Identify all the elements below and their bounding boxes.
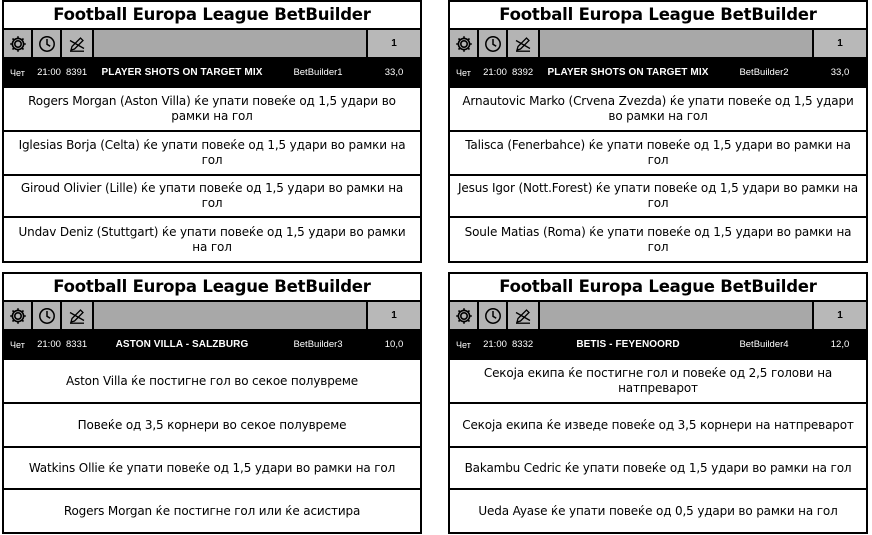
selection-item[interactable]: Soule Matias (Roma) ќе упати повеќе од 1,5 удари во рамки на гол [464,224,852,254]
event-code: 8391 [66,67,88,78]
toolbar-spacer [540,30,814,57]
clock-icon[interactable] [33,302,62,329]
event-time: 21:00 [37,339,61,350]
icon-toolbar [450,30,866,59]
gear-icon[interactable] [4,30,33,57]
event-odds[interactable]: 12,0 [830,339,850,350]
event-code: 8392 [512,67,534,78]
toolbar-spacer [94,30,368,57]
event-day: Чет [456,339,471,350]
selection-item[interactable]: Iglesias Borja (Celta) ќе упати повеќе од 1,5 удари во рамки на гол [4,132,420,176]
event-time: 21:00 [37,67,61,78]
pen-icon[interactable] [508,30,540,57]
event-code: 8332 [512,339,534,350]
betbuilder-label: BetBuilder3 [293,339,343,350]
selection-item[interactable]: Ueda Ayase ќе упати повеќе од 0,5 удари во рамки на гол [478,503,838,518]
event-header[interactable] [4,59,420,88]
event-name: ASTON VILLA - SALZBURG [115,339,249,350]
selection-item[interactable]: Rogers Morgan ќе постигне гол или ќе асистира [63,503,361,518]
selection-item[interactable]: Jesus Igor (Nott.Forest) ќе упати повеќе од 1,5 удари во рамки на гол [450,176,866,218]
event-header[interactable] [450,59,866,88]
selection-item[interactable]: Aston Villa ќе постигне гол во секое полувреме [4,360,420,404]
clock-icon[interactable] [33,30,62,57]
card-title: Football Europa League BetBuilder [450,2,866,30]
selection-item[interactable]: Секоја екипа ќе изведе повеќе од 3,5 корнери на натпреварот [450,404,866,448]
selection-count: 1 [814,30,866,57]
betbuilder-card-4 [448,272,868,534]
betbuilder-label: BetBuilder2 [739,67,789,78]
event-name: PLAYER SHOTS ON TARGET MIX [547,67,709,78]
selection-list [4,88,420,261]
pen-icon[interactable] [508,302,540,329]
event-name: BETIS - FEYENOORD [576,339,680,350]
selection-count: 1 [368,302,420,329]
selection-count: 1 [368,30,420,57]
event-time: 21:00 [483,339,507,350]
icon-toolbar [4,302,420,331]
clock-icon[interactable] [479,302,508,329]
event-code: 8331 [66,339,88,350]
card-title: Football Europa League BetBuilder [450,274,866,302]
clock-icon[interactable] [479,30,508,57]
toolbar-spacer [94,302,368,329]
gear-icon[interactable] [450,302,479,329]
pen-icon[interactable] [62,302,94,329]
selection-item[interactable]: Giroud Olivier (Lille) ќе упати повеќе од 1,5 удари во рамки на гол [4,176,420,218]
betbuilder-card-2 [448,0,868,263]
event-day: Чет [10,339,25,350]
selection-item[interactable]: Повеќе од 3,5 корнери во секое полувреме [4,404,420,448]
event-odds[interactable]: 33,0 [830,67,850,78]
betbuilder-card-3 [2,272,422,534]
selection-list [450,360,866,532]
card-title: Football Europa League BetBuilder [4,274,420,302]
betbuilder-card-1 [2,0,422,263]
gear-icon[interactable] [450,30,479,57]
event-odds[interactable]: 10,0 [384,339,404,350]
selection-item[interactable]: Talisca (Fenerbahce) ќе упати повеќе од 1,5 удари во рамки на гол [450,132,866,176]
selection-item[interactable]: Bakambu Cedric ќе упати повеќе од 1,5 удари во рамки на гол [450,448,866,490]
event-header[interactable] [4,331,420,360]
selection-item[interactable]: Undav Deniz (Stuttgart) ќе упати повеќе од 1,5 удари во рамки на гол [18,224,406,254]
event-time: 21:00 [483,67,507,78]
selection-list [4,360,420,532]
selection-count: 1 [814,302,866,329]
card-title: Football Europa League BetBuilder [4,2,420,30]
pen-icon[interactable] [62,30,94,57]
event-day: Чет [456,67,471,78]
betbuilder-label: BetBuilder4 [739,339,789,350]
selection-item[interactable]: Watkins Ollie ќе упати повеќе од 1,5 удари во рамки на гол [4,448,420,490]
selection-item[interactable]: Arnautovic Marko (Crvena Zvezda) ќе упати повеќе од 1,5 удари во рамки на гол [450,88,866,132]
icon-toolbar [4,30,420,59]
event-header[interactable] [450,331,866,360]
event-name: PLAYER SHOTS ON TARGET MIX [101,67,263,78]
icon-toolbar [450,302,866,331]
betbuilder-label: BetBuilder1 [293,67,343,78]
event-odds[interactable]: 33,0 [384,67,404,78]
selection-item[interactable]: Rogers Morgan (Aston Villa) ќе упати повеќе од 1,5 удари во рамки на гол [4,88,420,132]
toolbar-spacer [540,302,814,329]
selection-item[interactable]: Секоја екипа ќе постигне гол и повеќе од 2,5 голови на натпреварот [450,360,866,404]
selection-list [450,88,866,261]
event-day: Чет [10,67,25,78]
gear-icon[interactable] [4,302,33,329]
